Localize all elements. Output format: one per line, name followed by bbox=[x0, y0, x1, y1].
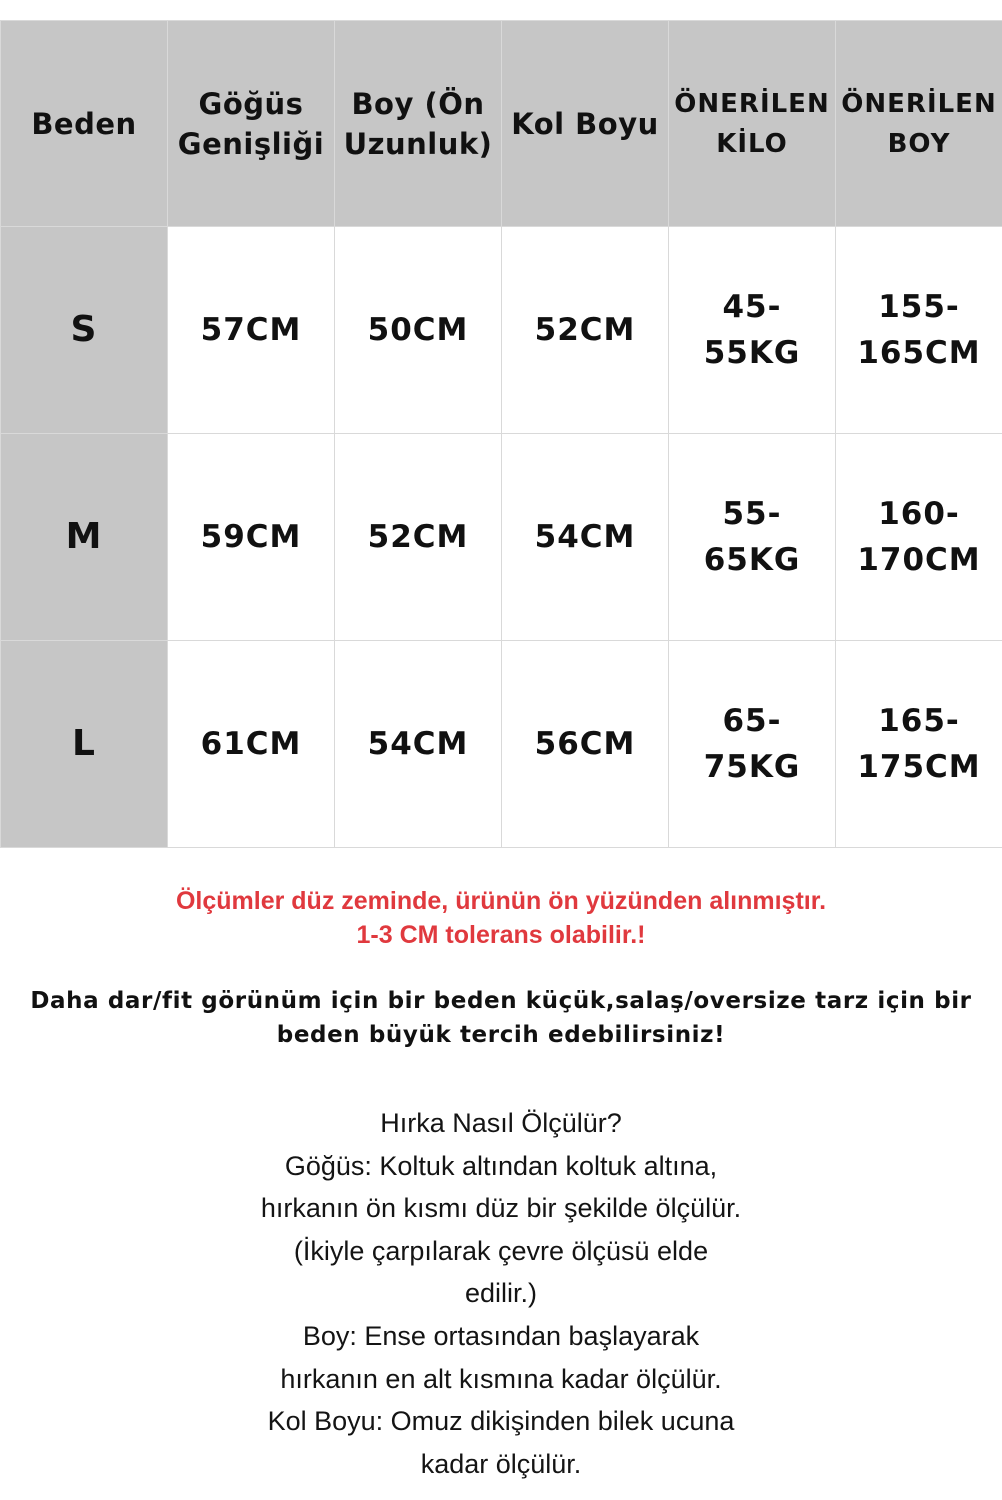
how-to-measure-line: kadar ölçülür. bbox=[420, 1448, 582, 1479]
table-row bbox=[1, 227, 1002, 434]
how-to-measure-line: Kol Boyu: Omuz dikişinden bilek ucuna bbox=[267, 1406, 735, 1437]
table-row bbox=[1, 641, 1002, 848]
notice-line: 1-3 CM tolerans olabilir.! bbox=[356, 921, 646, 949]
chest-cell: 59CM bbox=[168, 434, 335, 641]
sleeve-cell: 54CM bbox=[502, 434, 669, 641]
header-size: Beden bbox=[1, 21, 168, 227]
how-to-measure-line: edilir.) bbox=[464, 1278, 538, 1309]
sleeve-cell: 56CM bbox=[502, 641, 669, 848]
header-recommended-height: ÖNERİLEN BOY bbox=[836, 21, 1002, 227]
table-row bbox=[1, 434, 1002, 641]
chest-cell: 61CM bbox=[168, 641, 335, 848]
how-to-measure-line: hırkanın en alt kısmına kadar ölçülür. bbox=[280, 1363, 722, 1394]
fit-tip: Daha dar/fit görünüm için bir beden küçük,salaş/oversize tarz için bir beden büyük tercih edebilirsiniz! bbox=[30, 988, 972, 1048]
size-cell: L bbox=[1, 641, 168, 848]
how-to-measure-line: Göğüs: Koltuk altından koltuk altına, bbox=[284, 1150, 718, 1181]
sleeve-cell: 52CM bbox=[502, 227, 669, 434]
how-to-measure-line: Boy: Ense ortasından başlayarak bbox=[302, 1320, 700, 1351]
height-cell: 165- 175CM bbox=[836, 641, 1002, 848]
header-front-length: Boy (Ön Uzunluk) bbox=[335, 21, 502, 227]
weight-cell: 65- 75KG bbox=[669, 641, 836, 848]
weight-cell: 45- 55KG bbox=[669, 227, 836, 434]
how-to-measure-title: Hırka Nasıl Ölçülür? bbox=[380, 1108, 622, 1138]
how-to-measure-line: hırkanın ön kısmı düz bir şekilde ölçülür. bbox=[260, 1193, 742, 1224]
height-cell: 160- 170CM bbox=[836, 434, 1002, 641]
weight-cell: 55- 65KG bbox=[669, 434, 836, 641]
notice-line: Ölçümler düz zeminde, ürünün ön yüzünden alınmıştır. bbox=[175, 887, 827, 915]
size-cell: M bbox=[1, 434, 168, 641]
header-chest-width: Göğüs Genişliği bbox=[168, 21, 335, 227]
header-row bbox=[1, 21, 1002, 227]
header-recommended-weight: ÖNERİLEN KİLO bbox=[669, 21, 836, 227]
how-to-measure bbox=[0, 1102, 1002, 1485]
header-sleeve-length: Kol Boyu bbox=[502, 21, 669, 227]
size-cell: S bbox=[1, 227, 168, 434]
length-cell: 52CM bbox=[335, 434, 502, 641]
measurement-notice bbox=[0, 884, 1002, 952]
how-to-measure-line: (İkiyle çarpılarak çevre ölçüsü elde bbox=[293, 1235, 709, 1266]
height-cell: 155- 165CM bbox=[836, 227, 1002, 434]
length-cell: 54CM bbox=[335, 641, 502, 848]
chest-cell: 57CM bbox=[168, 227, 335, 434]
length-cell: 50CM bbox=[335, 227, 502, 434]
size-chart-table bbox=[0, 20, 1002, 848]
